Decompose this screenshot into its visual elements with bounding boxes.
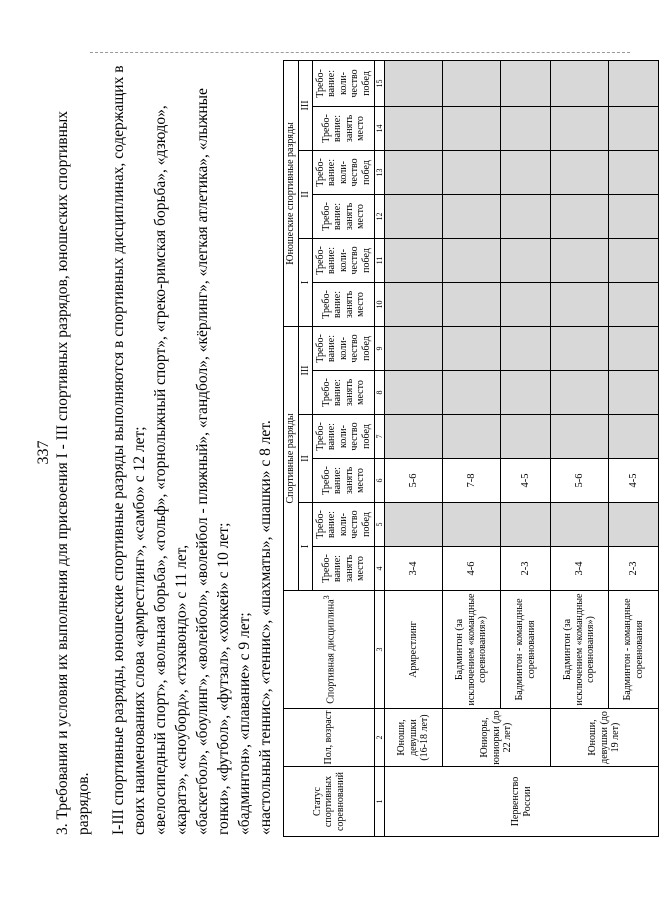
req-wins: Требо-вание: коли-чество побед — [313, 326, 375, 370]
rank-header: III — [298, 326, 313, 414]
place-value: 3-4 — [385, 547, 443, 591]
shaded-cell — [609, 150, 659, 194]
section-heading: 3. Требования и условия их выполнения для присвоения I - III спортивных разрядов, юношеских спортивных разрядов. — [54, 110, 92, 835]
sex-age-cell: Юниоры, юниорки (до 22 лет) — [443, 709, 551, 767]
column-number: 9 — [375, 326, 385, 370]
shaded-cell — [551, 60, 609, 106]
place-value: 4-5 — [609, 459, 659, 503]
shaded-cell — [385, 371, 443, 415]
paragraph: I-III спортивные разряды, юношеские спортивные разряды выполняются в спортивных дисциплинах, содержащих в своих наименованиях слова «армрестлинг», «самбо» с 12 лет; — [110, 65, 148, 835]
discipline-cell: Армрестлинг — [385, 591, 443, 709]
req-wins: Требо-вание: коли-чество побед — [313, 60, 375, 106]
shaded-cell — [385, 282, 443, 326]
discipline-cell: Бадминтон (за исключением «командные соревнования») — [443, 591, 501, 709]
place-value: 3-4 — [551, 547, 609, 591]
shaded-cell — [551, 503, 609, 547]
req-place: Требо-вание: занять место — [313, 547, 375, 591]
footnote-mark: 3 — [322, 595, 332, 600]
column-number: 8 — [375, 371, 385, 415]
rank-header: I — [298, 503, 313, 591]
rank-header: II — [298, 150, 313, 238]
column-number: 1 — [375, 767, 385, 837]
shaded-cell — [501, 326, 551, 370]
shaded-cell — [609, 60, 659, 106]
shaded-cell — [443, 415, 501, 459]
shaded-cell — [443, 60, 501, 106]
shaded-cell — [551, 282, 609, 326]
sex-age-cell: Юноши, девушки (до 19 лет) — [551, 709, 659, 767]
column-number: 5 — [375, 503, 385, 547]
shaded-cell — [551, 326, 609, 370]
table-row — [551, 60, 609, 836]
table-row — [443, 60, 501, 836]
shaded-cell — [551, 106, 609, 150]
shaded-cell — [385, 60, 443, 106]
sex-age-cell: Юноши, девушки (16-18 лет) — [385, 709, 443, 767]
shaded-cell — [501, 282, 551, 326]
shaded-cell — [443, 238, 501, 282]
shaded-cell — [443, 106, 501, 150]
shaded-cell — [609, 282, 659, 326]
shaded-cell — [443, 503, 501, 547]
shaded-cell — [551, 238, 609, 282]
shaded-cell — [501, 503, 551, 547]
shaded-cell — [609, 415, 659, 459]
column-number: 12 — [375, 194, 385, 238]
scan-edge-line — [90, 49, 630, 53]
paragraph: «баскетбол», «боулинг», «волейбол», «волейбол - пляжный», «гандбол», «кёрлинг», «легкая атлетика», «лыжные гонки», «футбол», «футзал», «хоккей» с 10 лет; — [194, 88, 232, 835]
shaded-cell — [443, 326, 501, 370]
status-cell: Первенство России — [385, 767, 659, 837]
column-number: 3 — [375, 591, 385, 709]
column-number: 13 — [375, 150, 385, 194]
header-row-groups — [284, 60, 299, 836]
paragraph: «настольный теннис», «теннис», «шахматы», «шашки» с 8 лет. — [257, 420, 274, 835]
column-numbers-row — [375, 60, 385, 836]
shaded-cell — [609, 194, 659, 238]
page-number: 337 — [35, 440, 52, 465]
shaded-cell — [609, 371, 659, 415]
place-value: 4-5 — [501, 459, 551, 503]
shaded-cell — [443, 150, 501, 194]
shaded-cell — [385, 415, 443, 459]
discipline-cell: Бадминтон - командные соревнования — [609, 591, 659, 709]
shaded-cell — [551, 150, 609, 194]
req-wins: Требо-вание: коли-чество побед — [313, 238, 375, 282]
shaded-cell — [385, 194, 443, 238]
shaded-cell — [609, 326, 659, 370]
header-sex-age: Пол, возраст — [284, 709, 375, 767]
shaded-cell — [609, 106, 659, 150]
req-place: Требо-вание: занять место — [313, 106, 375, 150]
rank-header: III — [298, 60, 313, 150]
column-number: 15 — [375, 60, 385, 106]
column-number: 2 — [375, 709, 385, 767]
header-discipline — [284, 591, 375, 709]
requirements-table-wrap — [283, 61, 659, 837]
shaded-cell — [551, 194, 609, 238]
intro-text — [52, 63, 276, 835]
req-wins: Требо-вание: коли-чество побед — [313, 150, 375, 194]
shaded-cell — [501, 150, 551, 194]
shaded-cell — [385, 150, 443, 194]
shaded-cell — [501, 60, 551, 106]
shaded-cell — [501, 371, 551, 415]
place-value: 7-8 — [443, 459, 501, 503]
shaded-cell — [443, 194, 501, 238]
shaded-cell — [501, 238, 551, 282]
place-value: 5-6 — [551, 459, 609, 503]
header-status: Статус спортивных соревнований — [284, 767, 375, 837]
column-number: 14 — [375, 106, 385, 150]
discipline-cell: Бадминтон (за исключением «командные соревнования») — [551, 591, 609, 709]
req-place: Требо-вание: занять место — [313, 282, 375, 326]
shaded-cell — [385, 238, 443, 282]
requirements-table — [283, 60, 659, 837]
paragraph: «велосипедный спорт», «вольная борьба», «гольф», «горнолыжный спорт», «греко-римская борьба», «дзюдо», — [152, 105, 169, 835]
header-sport-ranks: Спортивные разряды — [284, 326, 299, 590]
shaded-cell — [609, 503, 659, 547]
shaded-cell — [501, 106, 551, 150]
req-place: Требо-вание: занять место — [313, 194, 375, 238]
column-number: 4 — [375, 547, 385, 591]
req-wins: Требо-вание: коли-чество побед — [313, 415, 375, 459]
header-youth-ranks: Юношеские спортивные разряды — [284, 60, 299, 326]
place-value: 2-3 — [501, 547, 551, 591]
shaded-cell — [385, 503, 443, 547]
shaded-cell — [501, 415, 551, 459]
discipline-cell: Бадминтон - командные соревнования — [501, 591, 551, 709]
rank-header: II — [298, 415, 313, 503]
table-row — [385, 60, 443, 836]
shaded-cell — [609, 238, 659, 282]
shaded-cell — [443, 371, 501, 415]
header-discipline-label: Спортивная дисциплина — [325, 599, 337, 704]
place-value: 4-6 — [443, 547, 501, 591]
req-wins: Требо-вание: коли-чество побед — [313, 503, 375, 547]
shaded-cell — [443, 282, 501, 326]
column-number: 6 — [375, 459, 385, 503]
place-value: 2-3 — [609, 547, 659, 591]
shaded-cell — [501, 194, 551, 238]
column-number: 10 — [375, 282, 385, 326]
shaded-cell — [551, 415, 609, 459]
req-place: Требо-вание: занять место — [313, 459, 375, 503]
rank-header: I — [298, 238, 313, 326]
paragraph: «каратэ», «сноуборд», «тхэквондо» с 11 лет, — [173, 544, 190, 835]
shaded-cell — [385, 326, 443, 370]
shaded-cell — [385, 106, 443, 150]
paragraph: «бадминтон», «плавание» с 9 лет; — [236, 612, 253, 835]
column-number: 11 — [375, 238, 385, 282]
req-place: Требо-вание: занять место — [313, 371, 375, 415]
column-number: 7 — [375, 415, 385, 459]
place-value: 5-6 — [385, 459, 443, 503]
shaded-cell — [551, 371, 609, 415]
